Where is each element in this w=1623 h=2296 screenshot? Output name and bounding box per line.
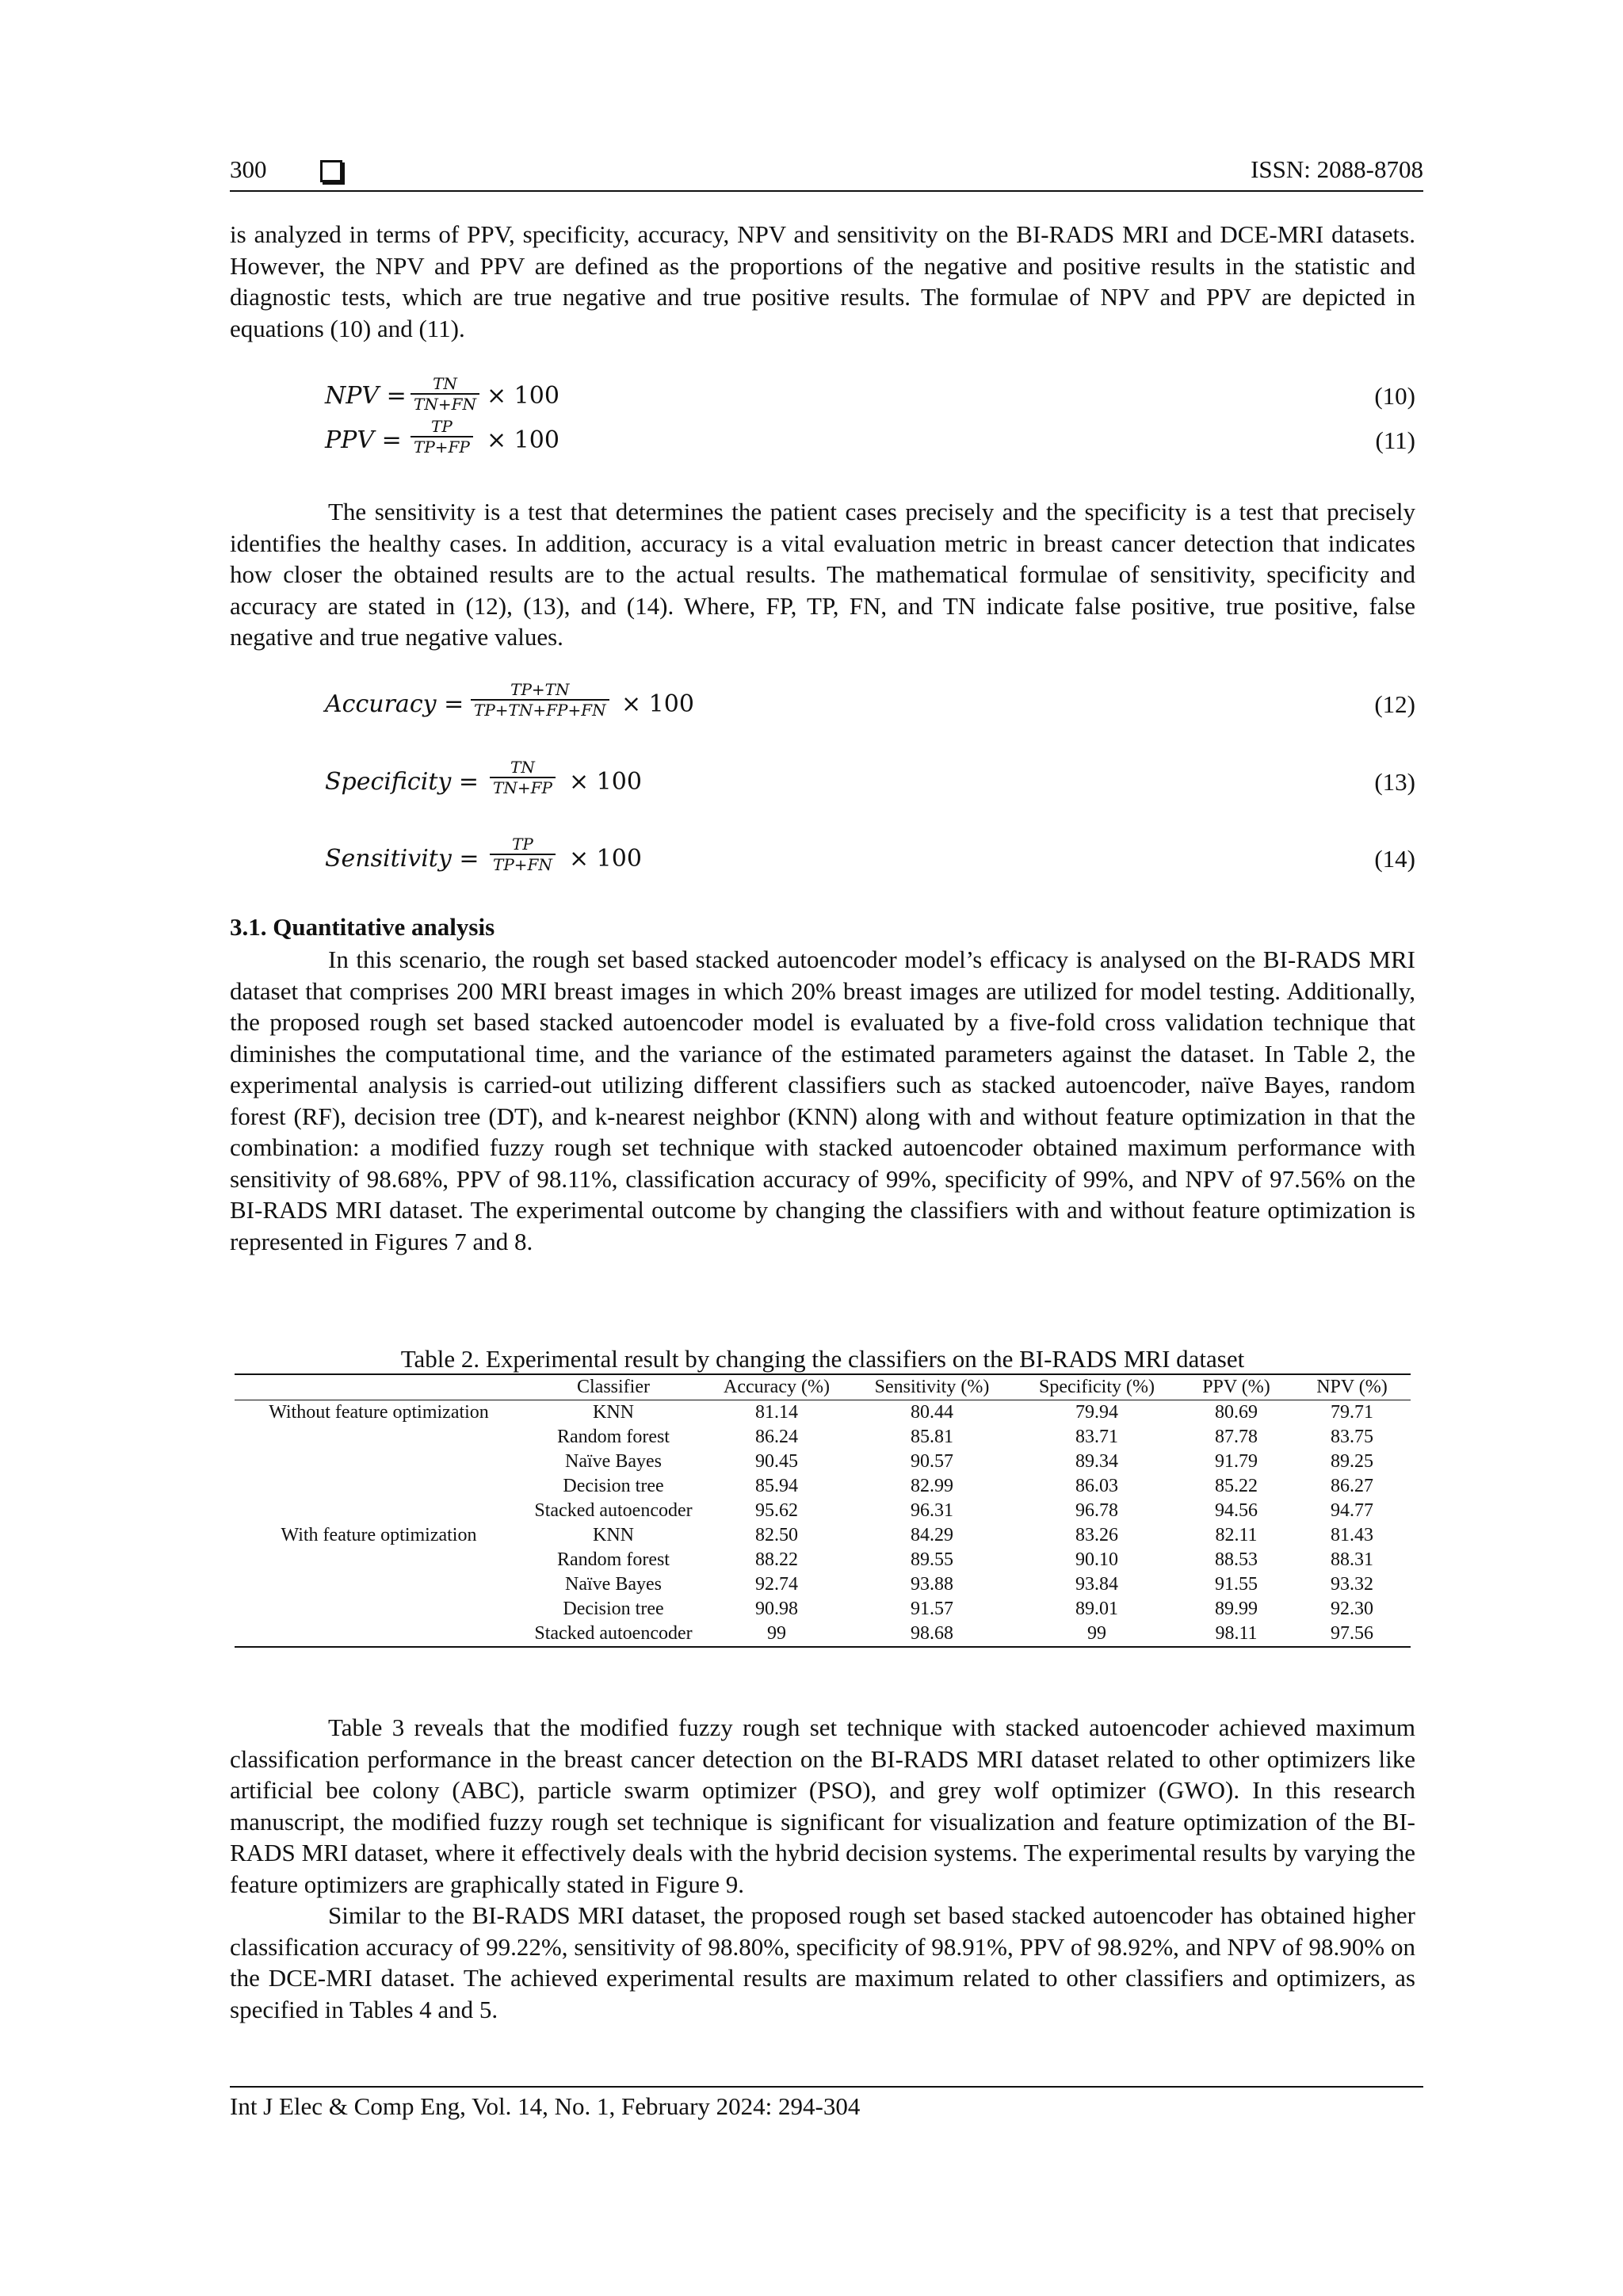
equation-fraction (490, 758, 556, 797)
equation-10 (325, 374, 1415, 422)
table-cell: 86.03 (1075, 1476, 1118, 1496)
table-cell: 92.74 (755, 1574, 798, 1595)
table3-paragraph: Table 3 reveals that the modified fuzzy rough set technique with stacked autoencoder achieved maximum classification performance in the breast cancer detection on the BI-RADS MRI dataset related to other optimizers like artificial bee colony (ABC), particle swarm optimizer (PSO), and grey wolf optimizer (GWO). In this research manuscript, the modified fuzzy rough set technique is significant for visualization and feature optimization of the BI-RADS MRI dataset, where it effectively deals with the hybrid decision systems. The experimental results by varying the feature optimizers are graphically stated in Figure 9. (230, 1713, 1415, 1898)
table-row (235, 1400, 1411, 1426)
table-cell: Without feature optimization (269, 1402, 489, 1423)
table-row (235, 1523, 1411, 1548)
table-cell: 79.71 (1331, 1402, 1373, 1423)
fraction-numerator: TP (512, 835, 533, 854)
table-cell: 93.32 (1331, 1574, 1373, 1595)
equation-multiplier: × 100 (569, 845, 642, 873)
table-cell: 91.79 (1215, 1451, 1258, 1472)
intro-paragraph: is analyzed in terms of PPV, specificity, accuracy, NPV and sensitivity on the BI-RADS MRI and DCE-MRI datasets. However, the NPV and PPV are defined as the proportions of the negative and positive results in the statistic and diagnostic tests, which are true negative and true positive results. The formulae of NPV and PPV are depicted in equations (10) and (11). (230, 220, 1415, 342)
table-cell: 95.62 (755, 1500, 798, 1521)
footer-divider (230, 2086, 1423, 2088)
table-cell: 83.75 (1331, 1427, 1373, 1447)
equation-lhs: Sensitivity = (325, 845, 479, 873)
table-cell: Decision tree (563, 1476, 664, 1496)
table-row (235, 1450, 1411, 1474)
table-cell: 92.30 (1331, 1599, 1373, 1619)
table-cell: 89.55 (911, 1549, 953, 1570)
table-cell: 85.94 (755, 1476, 798, 1496)
table-cell (235, 1622, 523, 1647)
table-cell: 94.56 (1215, 1500, 1258, 1521)
table-cell: Naïve Bayes (565, 1451, 662, 1472)
equation-14 (325, 835, 1415, 882)
table-cell (235, 1425, 523, 1450)
equation-number: (12) (1374, 690, 1415, 718)
table-cell: 97.56 (1331, 1623, 1373, 1644)
table-cell: 99 (767, 1623, 786, 1644)
table-row (235, 1622, 1411, 1647)
table-cell: 91.57 (911, 1599, 953, 1619)
section-heading: 3.1. Quantitative analysis (230, 913, 495, 941)
quantitative-analysis-paragraph: In this scenario, the rough set based stacked autoencoder model’s efficacy is analysed on the BI-RADS MRI dataset that comprises 200 MRI breast images in which 20% breast images are utilized for model testing. Additionally, the proposed rough set based stacked autoencoder model is evaluated by a five-fold cross validation technique that diminishes the computational time, and the variance of the estimated parameters against the dataset. In Table 2, the experimental analysis is carried-out utilizing different classifiers such as stacked autoencoder, naïve Bayes, random forest (RF), decision tree (DT), and k-nearest neighbor (KNN) along with and without feature optimization in that the combination: a modified fuzzy rough set technique with stacked autoencoder obtained maximum performance with sensitivity of 98.68%, PPV of 98.11%, classification accuracy of 99%, specificity of 99%, and NPV of 97.56% on the BI-RADS MRI dataset. The experimental outcome by changing the classifiers with and without feature optimization is represented in Figures 7 and 8. (230, 946, 1415, 1255)
table-cell: 94.77 (1331, 1500, 1373, 1521)
fraction-numerator: TN (510, 758, 535, 777)
equation-fraction (411, 417, 473, 457)
table-header-cell: PPV (%) (1202, 1377, 1270, 1397)
table-cell: 83.26 (1075, 1525, 1118, 1545)
equation-lhs: Specificity = (325, 768, 479, 796)
table-cell (235, 1572, 523, 1597)
equation-number: (11) (1375, 426, 1415, 454)
results-table (235, 1373, 1411, 1648)
issn-label: ISSN: 2088-8708 (1251, 155, 1423, 183)
table-cell: 90.98 (755, 1599, 798, 1619)
table-cell: 88.31 (1331, 1549, 1373, 1570)
table-row (235, 1597, 1411, 1622)
table-row (235, 1425, 1411, 1450)
table-cell: Stacked autoencoder (534, 1500, 693, 1521)
table-cell (235, 1548, 523, 1572)
fraction-numerator: TN (433, 374, 457, 393)
fraction-numerator: TP (431, 417, 453, 436)
fraction-numerator: TP+TN (510, 680, 570, 699)
table-cell (235, 1450, 523, 1474)
table-header-cell: Specificity (%) (1039, 1377, 1155, 1397)
fraction-denominator: TP+FP (411, 436, 473, 457)
table-header-cell: NPV (%) (1316, 1377, 1388, 1397)
table-cell: Random forest (557, 1549, 670, 1570)
table-cell: KNN (593, 1525, 634, 1545)
table-cell: With feature optimization (281, 1525, 477, 1545)
table-cell: 93.88 (911, 1574, 953, 1595)
page-number: 300 (230, 155, 267, 183)
table-cell: 86.27 (1331, 1476, 1373, 1496)
table-cell: 89.34 (1075, 1451, 1118, 1472)
equation-multiplier: × 100 (487, 426, 559, 454)
square-bullet-icon (320, 160, 342, 182)
table-cell: 85.22 (1215, 1476, 1258, 1496)
table-header-cell: Accuracy (%) (724, 1377, 830, 1397)
table-cell: 82.11 (1215, 1525, 1258, 1545)
equation-fraction (490, 835, 556, 874)
table-cell: 88.53 (1215, 1549, 1258, 1570)
table-cell: KNN (593, 1402, 634, 1423)
table-cell: 89.25 (1331, 1451, 1373, 1472)
table-cell: Naïve Bayes (565, 1574, 662, 1595)
table-cell: 86.24 (755, 1427, 798, 1447)
table-cell: 89.99 (1215, 1599, 1258, 1619)
table-cell: 83.71 (1075, 1427, 1118, 1447)
fraction-denominator: TP+FN (490, 854, 556, 874)
table-header-row (235, 1374, 1411, 1400)
table-cell: 84.29 (911, 1525, 953, 1545)
table-row (235, 1474, 1411, 1499)
table-header-cell (235, 1374, 523, 1400)
table-caption: Table 2. Experimental result by changing the classifiers on the BI-RADS MRI dataset (400, 1345, 1245, 1373)
equation-multiplier: × 100 (621, 690, 694, 718)
table-cell: Random forest (557, 1427, 670, 1447)
table-cell: 88.22 (755, 1549, 798, 1570)
equation-multiplier: × 100 (487, 382, 559, 410)
equation-11 (325, 417, 1415, 464)
equation-13 (325, 758, 1415, 805)
dce-mri-paragraph: Similar to the BI-RADS MRI dataset, the proposed rough set based stacked autoencoder has obtained higher classification accuracy of 99.22%, sensitivity of 98.80%, specificity of 98.91%, PPV of 98.92%, and NPV of 98.90% on the DCE-MRI dataset. The achieved experimental results are maximum related to other classifiers and optimizers, as specified in Tables 4 and 5. (230, 1901, 1415, 2023)
table-header-cell: Classifier (577, 1377, 650, 1397)
equation-lhs: NPV = (325, 382, 407, 410)
equation-fraction (471, 680, 609, 720)
equation-number: (14) (1374, 845, 1415, 873)
table-cell: Decision tree (563, 1599, 664, 1619)
table-cell: 85.81 (911, 1427, 953, 1447)
equation-12 (325, 680, 1415, 728)
table-cell: 80.69 (1215, 1402, 1258, 1423)
fraction-denominator: TN+FP (490, 777, 556, 797)
table-cell: 96.78 (1075, 1500, 1118, 1521)
table-cell (235, 1597, 523, 1622)
footer-citation: Int J Elec & Comp Eng, Vol. 14, No. 1, February 2024: 294-304 (230, 2092, 861, 2120)
table-cell: 98.68 (911, 1623, 953, 1644)
table-cell: 90.57 (911, 1451, 953, 1472)
table-cell: 87.78 (1215, 1427, 1258, 1447)
equation-lhs: Accuracy = (325, 690, 464, 718)
table-cell: 82.99 (911, 1476, 953, 1496)
page-header (230, 155, 1423, 192)
table-cell: 81.14 (755, 1402, 798, 1423)
table-cell: 81.43 (1331, 1525, 1373, 1545)
fraction-denominator: TP+TN+FP+FN (471, 699, 609, 720)
table-cell (235, 1499, 523, 1523)
table-cell: 90.45 (755, 1451, 798, 1472)
table-cell: 82.50 (755, 1525, 798, 1545)
table-cell: 98.11 (1215, 1623, 1258, 1644)
table-cell: 91.55 (1215, 1574, 1258, 1595)
table-cell: 89.01 (1075, 1599, 1118, 1619)
table-row (235, 1572, 1411, 1597)
table-cell: 99 (1087, 1623, 1106, 1644)
table-row (235, 1548, 1411, 1572)
metrics-paragraph: The sensitivity is a test that determines the patient cases precisely and the specificity is a test that precisely identifies the healthy cases. In addition, accuracy is a vital evaluation metric in breast cancer detection that indicates how closer the obtained results are to the actual results. The mathematical formulae of sensitivity, specificity and accuracy are stated in (12), (13), and (14). Where, FP, TP, FN, and TN indicate false positive, true positive, false negative and true negative values. (230, 498, 1415, 651)
equation-lhs: PPV = (325, 426, 402, 454)
table-row (235, 1499, 1411, 1523)
fraction-denominator: TN+FN (411, 393, 479, 414)
table-cell: Stacked autoencoder (534, 1623, 693, 1644)
header-divider (230, 190, 1423, 192)
equation-multiplier: × 100 (569, 768, 642, 796)
equation-number: (10) (1374, 382, 1415, 410)
table-cell: 80.44 (911, 1402, 953, 1423)
equation-fraction (411, 374, 479, 414)
table-cell: 90.10 (1075, 1549, 1118, 1570)
table-cell: 79.94 (1075, 1402, 1118, 1423)
table-cell (235, 1474, 523, 1499)
equation-number: (13) (1374, 768, 1415, 796)
table-header-cell: Sensitivity (%) (874, 1377, 990, 1397)
table-cell: 93.84 (1075, 1574, 1118, 1595)
table-cell: 96.31 (911, 1500, 953, 1521)
